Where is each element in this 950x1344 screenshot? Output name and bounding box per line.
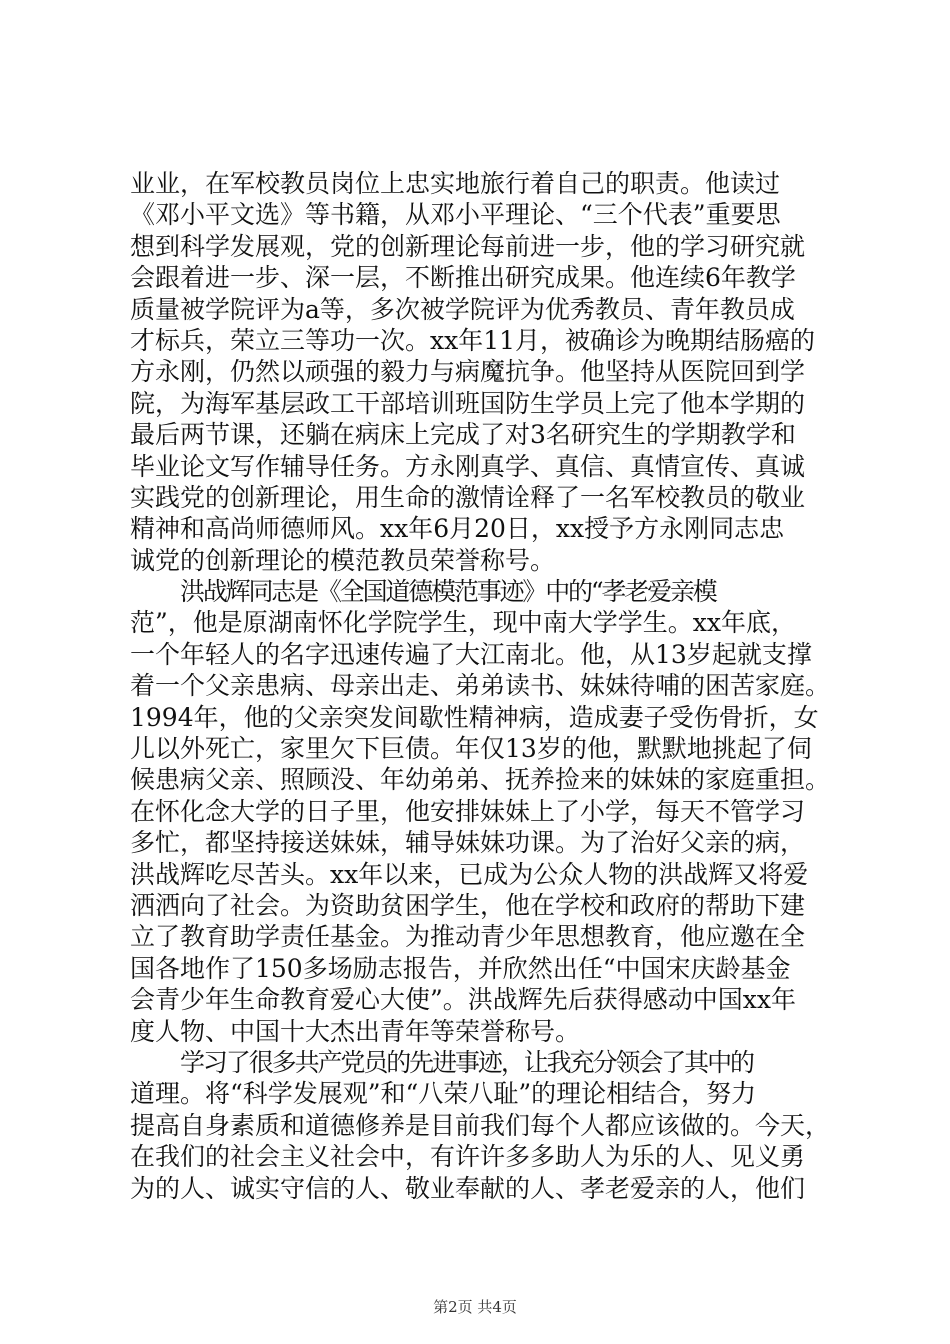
text-line: 院，为海军基层政工干部培训班国防生学员上完了他本学期的 (130, 388, 806, 418)
text-line: 实践党的创新理论，用生命的激情诠释了一名军校教员的敬业 (130, 482, 806, 512)
text-line: 1994年，他的父亲突发间歇性精神病，造成妻子受伤骨折，女 (130, 702, 819, 732)
text-line: 在我们的社会主义社会中，有许许多多助人为乐的人、见义勇 (130, 1142, 806, 1172)
text-line: 提高自身素质和道德修养是目前我们每个人都应该做的。今天， (130, 1110, 831, 1140)
text-line: 洪战辉同志是《全国道德模范事迹》中的“孝老爱亲模 (180, 577, 716, 607)
text-line: 学习了很多共产党员的先进事迹，让我充分领会了其中的 (180, 1047, 753, 1077)
text-line: 范”，他是原湖南怀化学院学生，现中南大学学生。xx年底， (130, 608, 796, 638)
text-line: 毕业论文写作辅导任务。方永刚真学、真信、真情宣传、真诚 (130, 451, 806, 481)
text-line: 质量被学院评为a等，多次被学院评为优秀教员、青年教员成 (130, 294, 795, 324)
text-line: 方永刚，仍然以顽强的毅力与病魔抗争。他坚持从医院回到学 (130, 357, 806, 387)
text-line: 在怀化念大学的日子里，他安排妹妹上了小学，每天不管学习 (130, 796, 806, 826)
text-line: 想到科学发展观，党的创新理论每前进一步，他的学习研究就 (130, 231, 806, 261)
text-line: 度人物、中国十大杰出青年等荣誉称号。 (130, 1016, 581, 1046)
text-line: 国各地作了150多场励志报告，并欣然出任“中国宋庆龄基金 (130, 953, 791, 983)
body-text (130, 168, 830, 1204)
text-line: 候患病父亲、照顾没、年幼弟弟、抚养捡来的妹妹的家庭重担。 (130, 765, 831, 795)
text-line: 儿以外死亡，家里欠下巨债。年仅13岁的他，默默地挑起了伺 (130, 734, 812, 764)
paragraph (130, 168, 830, 576)
text-line: 道理。将“科学发展观”和“八荣八耻”的理论相结合，努力 (130, 1079, 757, 1109)
text-line: 精神和高尚师德师风。xx年6月20日，xx授予方永刚同志忠 (130, 514, 785, 544)
text-line: 为的人、诚实守信的人、敬业奉献的人、孝老爱亲的人，他们 (130, 1173, 806, 1203)
text-line: 多忙，都坚持接送妹妹，辅导妹妹功课。为了治好父亲的病， (130, 828, 806, 858)
text-line: 最后两节课，还躺在病床上完成了对3名研究生的学期教学和 (130, 420, 796, 450)
text-line: 才标兵，荣立三等功一次。xx年11月，被确诊为晚期结肠癌的 (130, 325, 816, 355)
paragraph (130, 576, 830, 1047)
text-line: 会跟着进一步、深一层，不断推出研究成果。他连续6年教学 (130, 263, 796, 293)
text-line: 洒洒向了社会。为资助贫困学生，他在学校和政府的帮助下建 (130, 890, 806, 920)
text-line: 会青少年生命教育爱心大使”。洪战辉先后获得感动中国xx年 (130, 985, 796, 1015)
text-line: 《邓小平文选》等书籍，从邓小平理论、“三个代表”重要思 (130, 200, 781, 230)
text-line: 业业，在军校教员岗位上忠实地旅行着自己的职责。他读过 (130, 169, 781, 198)
text-line: 诚党的创新理论的模范教员荣誉称号。 (130, 545, 556, 575)
paragraph (130, 1047, 830, 1204)
text-line: 洪战辉吃尽苦头。xx年以来，已成为公众人物的洪战辉又将爱 (130, 859, 809, 889)
page-footer: 第2页 共4页 (433, 1298, 517, 1316)
text-line: 一个年轻人的名字迅速传遍了大江南北。他，从13岁起就支撑 (130, 639, 812, 669)
text-line: 着一个父亲患病、母亲出走、弟弟读书、妹妹待哺的困苦家庭。 (130, 671, 831, 701)
text-line: 立了教育助学责任基金。为推动青少年思想教育，他应邀在全 (130, 922, 806, 952)
